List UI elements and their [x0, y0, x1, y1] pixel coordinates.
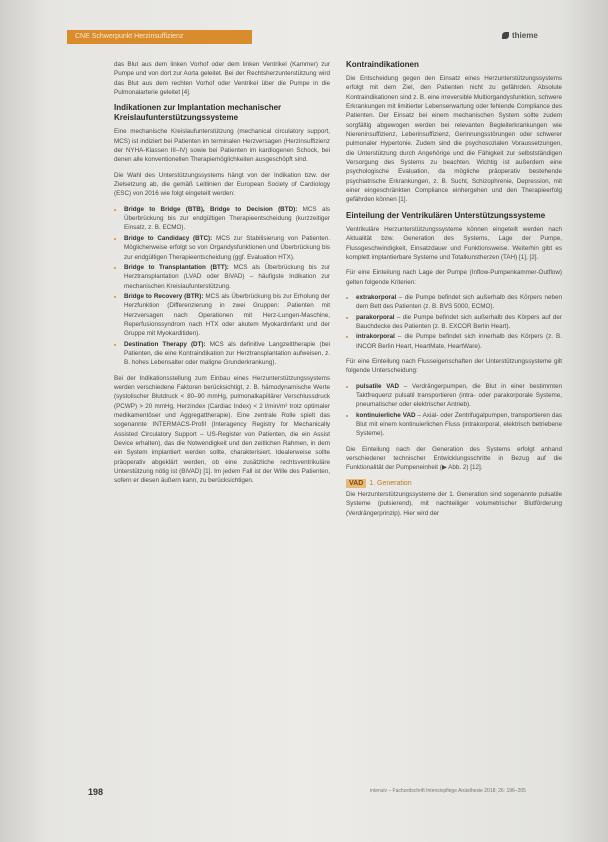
section-heading-indications: Indikationen zur Implantation mechanischer Kreislaufunterstützungssysteme — [114, 103, 282, 123]
paragraph: Die Entscheidung gegen den Einsatz eines Herzunterstützungssystems erfolgt mit dem Ziel, den Patienten nicht zu gefährden. Absolute Kontraindikationen sind z. B. eine irreversible Multiorgandysfunktion, schwere Erkrankungen mit limitierter Lebenserwartung oder fehlende Compliance des Patienten. Der Einsatz bei einem mechanischen System sollte zudem sorgfältig abgewogen werden bei relevanten Begleiterkrankungen wie Niereninsuffizienz, Leberinsuffizienz, Gerinnungsstörungen oder schwerer pulmonaler Hypertonie. Zudem sind die psychosozialen Voraussetzungen, die Unterstützung durch Angehörige und die Fähigkeit zur selbstständigen Versorgung des Systems zu beachten. Wichtig ist außerdem eine psychologische Evaluation, da mögliche präoperativ bestehende psychiatrische Erkrankungen, z. B. Sucht, Schizophrenie, Depression, mit einer eingeschränkten Compliance einhergehen und den Therapieerfolg gefährden können [1]. — [346, 75, 562, 204]
list-item: • Bridge to Recovery (BTR): MCS als Überbrückung bis zur Erholung der Herzfunktion (Differenzierung in zwei Gruppen: Patienten mit Herzversagen nach Operationen mit Herz-Lungen-Maschine, Reperfusionssyndrom nach HTX oder akutem Myokardinfarkt und der Gruppe mit Myokarditiden). — [124, 292, 330, 339]
paragraph: Ventrikuläre Herzunterstützungssysteme können eingeteilt werden nach Aktualität bzw. Generation des Systems, Lage der Pumpe, Flussgeschwindigkeit, Einsatzdauer und Funktionsweise. Weiterhin gibt es komplett implantierbare Systeme und Totalkunstherzen (TAH) [1], [2]. — [346, 225, 562, 261]
list-item: • parakorporal – die Pumpe befindet sich außerhalb des Körpers auf der Bauchdecke des Patienten (z. B. EXCOR Berlin Heart). — [356, 313, 562, 332]
list-item: • intrakorporal – die Pumpe befindet sich innerhalb des Körpers (z. B. INCOR Berlin Heart, HeartMate, HeartWare). — [356, 332, 562, 351]
section-heading-classification: Einteilung der Ventrikulären Unterstützungssysteme — [346, 210, 546, 220]
list-item: • extrakorporal – die Pumpe befindet sich außerhalb des Körpers neben dem Bett des Patienten (z. B. BVS 5000, ECMO). — [356, 293, 562, 312]
footer-citation: intensiv – Fachzeitschrift Intensivpflege Anästhesie 2018; 26: 196–205 — [370, 788, 526, 794]
list-item: • kontinuierliche VAD – Axial- oder Zentrifugalpumpen, transportieren das Blut mit einem kontinuierlichen Fluss (intrakorporal, elektrisch betriebene Systeme). — [356, 411, 562, 439]
paragraph: Die Wahl des Unterstützungssystems hängt von der Indikation bzw. der Zielsetzung ab, die gemäß Leitlinien der European Society of Cardiology (ESC) von 2016 wie folgt eingeteilt werden: — [114, 171, 330, 198]
list-item: • Bridge to Candidacy (BTC): MCS zur Stabilisierung von Patienten. Möglicherweise erfolgt so von Organdysfunktionen und Überbrückung bis zur endgültigen Therapieentscheidung (ggf. Evaluation HTX). — [124, 234, 330, 262]
paragraph: Für eine Einteilung nach Flusseigenschaften der Unterstützungssysteme gilt folgende Unterscheidung: — [346, 357, 562, 375]
subsection-title: 1. Generation — [369, 479, 412, 487]
flow-list — [346, 382, 562, 439]
publisher-brand — [502, 31, 538, 40]
vad-tag: VAD — [346, 479, 366, 488]
section-heading-contraindications: Kontraindikationen — [346, 60, 419, 69]
section-header-band: CNE Schwerpunkt Herzinsuffizienz — [67, 30, 252, 44]
intro-paragraph: das Blut aus dem linken Vorhof oder dem linken Ventrikel (Kammer) zur Pumpe und von dort zur Aorta geleitet. Bei der Rechtsherzunterstützung wird das Blut aus dem rechten Vorhof oder Ventrikel über die Pumpe in die Pulmonalarterie geleitet [4]. — [114, 61, 330, 97]
page-number: 198 — [88, 787, 104, 797]
paragraph: Die Einteilung nach der Generation des Systems erfolgt anhand verschiedener technischer Entwicklungsschritte in Bezug auf die Funktionalität der Pumpeneinheit (▶ Abb. 2) [12]. — [346, 445, 562, 472]
list-item: • Bridge to Transplantation (BTT): MCS als Überbrückung bis zur Herztransplantation (LVAD oder BiVAD) – häufigste Indikation zur mechanischen Kreislaufunterstützung. — [124, 263, 330, 291]
paragraph: Bei der Indikationsstellung zum Einbau eines Herzunterstützungssystems werden verschiedene Faktoren berücksichtigt, z. B. hämodynamische Werte (systolischer Blutdruck < 80–90 mmHg, pulmonalkapillärer Verschlussdruck (PCWP) > 20 mmHg, Herzindex (Cardiac Index) < 2 l/min/m² trotz optimaler medikamentöser und Aggregattherapie). Eine zentrale Rolle spielt das sogenannte INTERMACS-Profil (Interagency Registry for Mechanically Assisted Circulatory Support – US-Register von Patienten, die ein Assist Device erhalten), das die Notwendigkeit und den zeitlichen Rahmen, in dem ein System implantiert werden sollte, charakterisiert. Idealerweise sollte präoperativ abgeklärt werden, ob eine zusätzliche rechtsventrikuläre Unterstützung nötig ist (BiVAD) [1]. Im jedem Fall ist der Wille des Patienten, sofern er diesen äußern kann, zu berücksichtigen. — [114, 374, 330, 485]
paragraph: Für eine Einteilung nach Lage der Pumpe (Inflow-Pumpenkammer-Outflow) gelten folgende Kriterien: — [346, 269, 562, 286]
location-list — [346, 293, 562, 351]
thieme-leaf-icon — [502, 32, 509, 39]
brand-name: thieme — [512, 31, 538, 40]
subsection-heading — [346, 479, 562, 488]
left-column — [114, 60, 330, 492]
list-item: • pulsatile VAD – Verdrängerpumpen, die Blut in einer bestimmten Taktfrequenz pulsatil transportieren (intra- oder parakorporale Systeme, pneumatischer oder elektrischer Antrieb). — [356, 382, 562, 410]
list-item: • Bridge to Bridge (BTB), Bridge to Decision (BTD): MCS als Überbrückung bis zur endgültigen Therapieentscheidung (kurzzeitiger Einsatz, z. B. ECMO). — [124, 205, 330, 233]
right-column — [346, 60, 562, 524]
paragraph: Die Herzunterstützungssysteme der 1. Generation sind sogenannte pulsatile Systeme (pulsierend), mit nachteiliger volumetrischer Blutförderung (Verdrängerprinzip). Hier wird der — [346, 491, 562, 517]
indication-list — [114, 205, 330, 368]
list-item: • Destination Therapy (DT): MCS als definitive Langzeittherapie (bei Patienten, die eine Kontraindikation zur Herztransplantation aufweisen, z. B. hohes Lebensalter oder maligne Grunderkrankung). — [124, 340, 330, 368]
paragraph: Eine mechanische Kreislaufunterstützung (mechanical circulatory support, MCS) ist indiziert bei Patienten im terminalen Herzversagen (Herzinsuffizienz der NYHA-Klassen III–IV) sowie bei Patienten im kardiogenen Schock, bei denen alle konventionellen Therapiemöglichkeiten ausgeschöpft sind. — [114, 128, 330, 164]
